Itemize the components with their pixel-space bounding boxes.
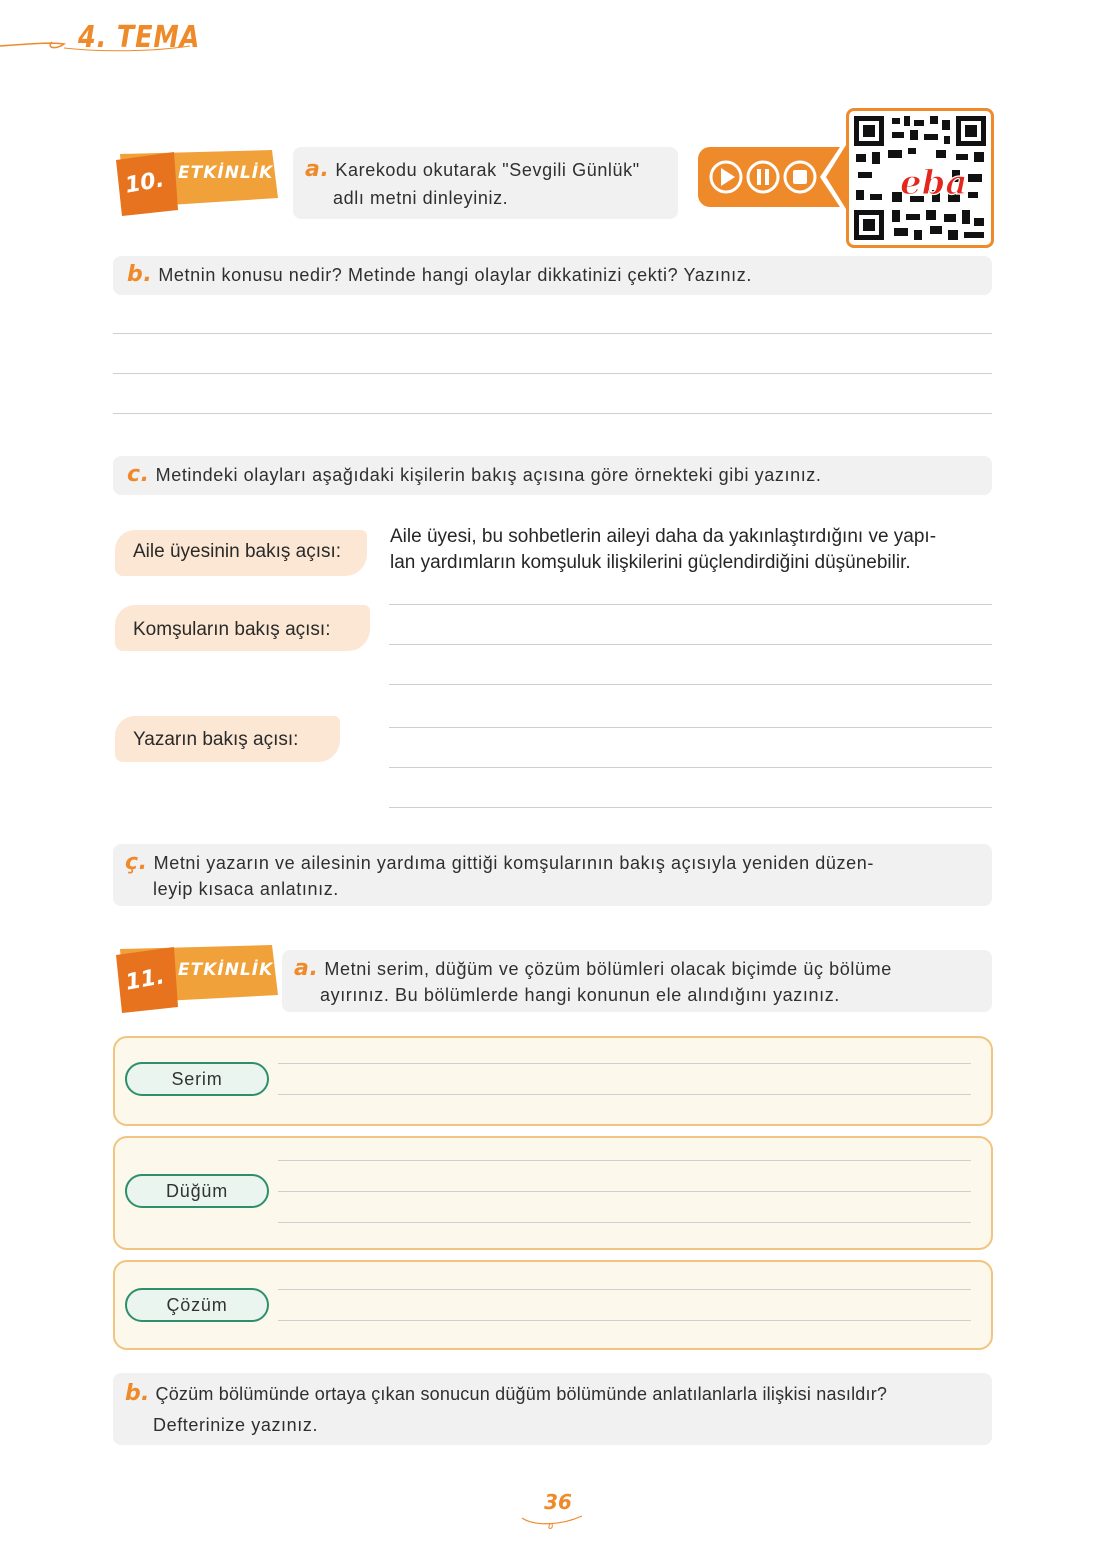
activity11-label: ETKİNLİK <box>178 960 274 980</box>
activity11-badge <box>112 943 282 1015</box>
activity11-a-box <box>282 950 992 1012</box>
section-pill-serim: Serim <box>125 1062 269 1096</box>
activity10-a-line1: Karekodu okutarak "Sevgili Günlük" <box>335 160 640 180</box>
pause-button[interactable] <box>748 162 778 192</box>
answer-line[interactable] <box>389 604 992 605</box>
activity11-b-line1: Çözüm bölümünde ortaya çıkan sonucun düğüm bölümünde anlatılanlarla ilişkisi nasıldır? <box>155 1384 888 1404</box>
answer-line[interactable] <box>113 333 992 334</box>
answer-line[interactable] <box>278 1191 971 1192</box>
answer-line[interactable] <box>278 1063 971 1064</box>
page-number-swirl <box>520 1512 586 1532</box>
answer-line[interactable] <box>278 1289 971 1290</box>
answer-line[interactable] <box>389 807 992 808</box>
stop-icon <box>793 170 807 184</box>
play-icon <box>721 168 735 186</box>
answer-line[interactable] <box>389 767 992 768</box>
question-letter: a. <box>305 157 330 182</box>
activity10-number: 10. <box>123 167 167 199</box>
sample-answer-line2: lan yardımların komşuluk ilişkilerini güçlendirdiğini düşünebilir. <box>390 552 911 573</box>
answer-line[interactable] <box>278 1222 971 1223</box>
question-letter: b. <box>125 1381 150 1406</box>
activity11-b-box <box>113 1373 992 1445</box>
activity10-b-box <box>113 256 992 295</box>
pause-icon <box>757 169 761 185</box>
qr-code[interactable] <box>846 108 994 248</box>
answer-line[interactable] <box>113 413 992 414</box>
page-number: 36 <box>544 1490 572 1514</box>
answer-line[interactable] <box>389 684 992 685</box>
answer-line[interactable] <box>113 373 992 374</box>
play-button[interactable] <box>711 162 741 192</box>
answer-line[interactable] <box>389 644 992 645</box>
activity10-label: ETKİNLİK <box>178 163 274 183</box>
activity10-badge <box>112 148 282 218</box>
activity10-cc-line1: Metni yazarın ve ailesinin yardıma gittiği komşularının bakış açısıyla yeniden düzen- <box>153 853 874 873</box>
activity10-c-text: Metindeki olayları aşağıdaki kişilerin bakış açısına göre örnekteki gibi yazınız. <box>155 465 822 485</box>
activity11-a-line1: Metni serim, düğüm ve çözüm bölümleri olacak biçimde üç bölüme <box>324 959 892 979</box>
activity10-c-box <box>113 456 992 495</box>
perspective-label-family: Aile üyesinin bakış açısı: <box>133 541 342 562</box>
perspective-label-author: Yazarın bakış açısı: <box>133 729 299 750</box>
activity10-cc-line2: leyip kısaca anlatınız. <box>153 879 339 899</box>
activity10-a-box <box>293 147 678 219</box>
question-letter: b. <box>127 262 153 287</box>
section-pill-dugum: Düğüm <box>125 1174 269 1208</box>
question-letter: ç. <box>125 850 148 875</box>
answer-line[interactable] <box>278 1160 971 1161</box>
stop-button[interactable] <box>785 162 815 192</box>
activity10-a-line2: adlı metni dinleyiniz. <box>333 188 509 208</box>
section-pill-cozum: Çözüm <box>125 1288 269 1322</box>
activity10-b-text: Metnin konusu nedir? Metinde hangi olaylar dikkatinizi çekti? Yazınız. <box>158 265 752 285</box>
answer-line[interactable] <box>389 727 992 728</box>
answer-line[interactable] <box>278 1320 971 1321</box>
perspective-label-neighbors: Komşuların bakış açısı: <box>133 619 331 640</box>
question-letter: c. <box>127 462 150 487</box>
activity10-cc-box <box>113 844 992 906</box>
activity11-number: 11. <box>123 964 167 996</box>
theme-title: 4. TEMA <box>78 20 201 55</box>
activity11-b-line2: Defterinize yazınız. <box>153 1415 319 1435</box>
sample-answer-line1: Aile üyesi, bu sohbetlerin aileyi daha da yakınlaştırdığını ve yapı- <box>390 526 937 547</box>
question-letter: a. <box>294 956 319 981</box>
answer-line[interactable] <box>278 1094 971 1095</box>
activity11-a-line2: ayırınız. Bu bölümlerde hangi konunun ele alındığını yazınız. <box>320 985 840 1005</box>
eba-logo: eba <box>900 163 968 203</box>
